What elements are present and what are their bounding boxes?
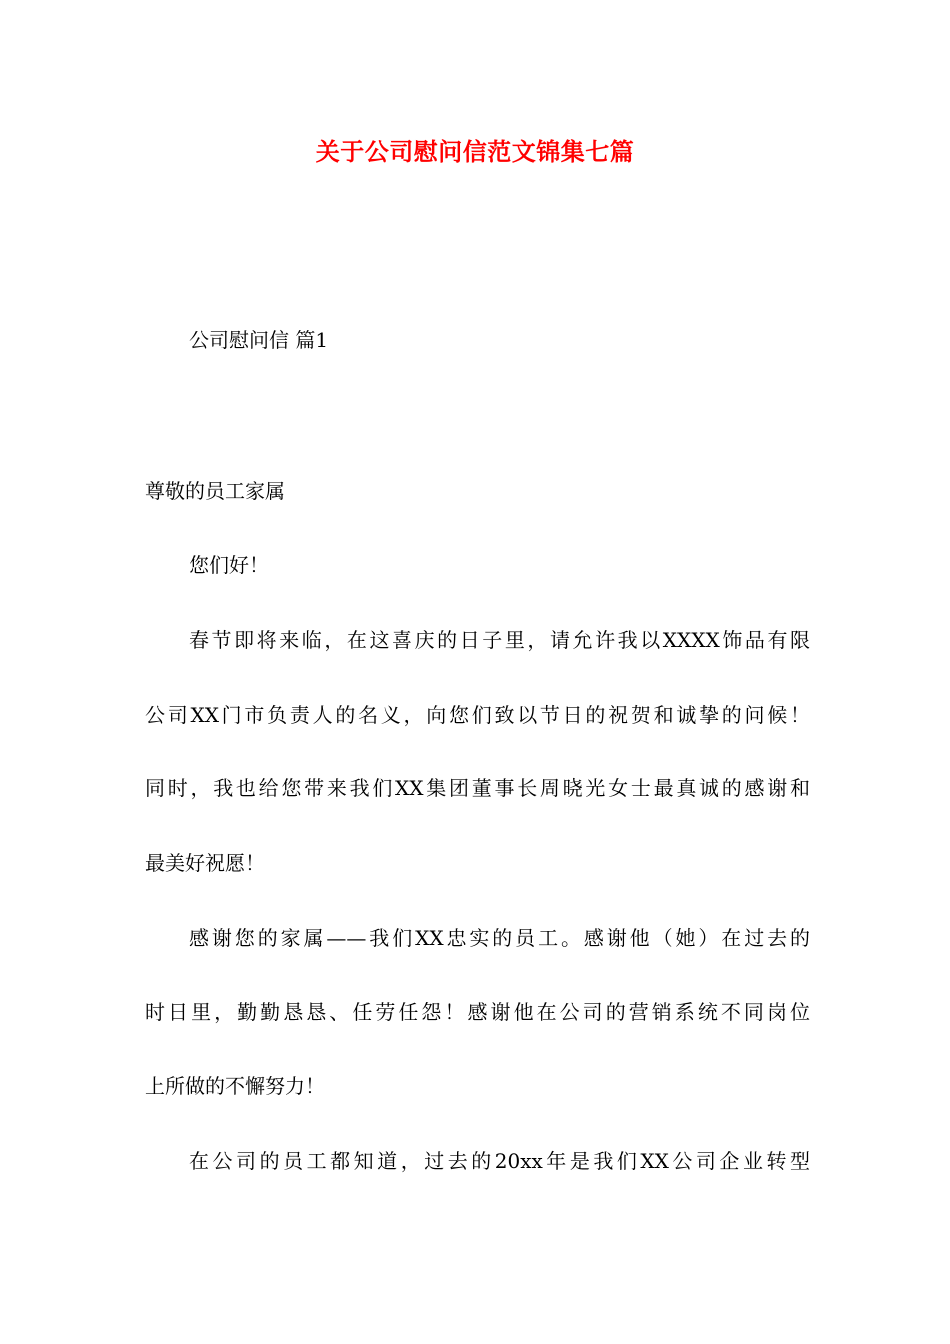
paragraph-line-1: 春节即将来临，在这喜庆的日子里，请允许我以XXXX饰品有限 (189, 628, 810, 652)
paragraph-line-6: 时日里，勤勤恳恳、任劳任怨！感谢他在公司的营销系统不同岗位 (145, 1000, 810, 1024)
greeting: 您们好！ (189, 553, 269, 577)
paragraph-line-7: 上所做的不懈努力！ (145, 1074, 325, 1098)
paragraph-line-2: 公司XX门市负责人的名义，向您们致以节日的祝贺和诚挚的问候！ (145, 703, 810, 727)
section-heading: 公司慰问信 篇1 (189, 328, 329, 352)
paragraph-line-8: 在公司的员工都知道，过去的20xx年是我们XX公司企业转型 (189, 1149, 810, 1173)
salutation: 尊敬的员工家属 (145, 479, 285, 503)
paragraph-line-4: 最美好祝愿！ (145, 851, 265, 875)
paragraph-line-5: 感谢您的家属——我们XX忠实的员工。感谢他（她）在过去的 (189, 926, 810, 950)
paragraph-line-3: 同时，我也给您带来我们XX集团董事长周晓光女士最真诚的感谢和 (145, 776, 810, 800)
document-title: 关于公司慰问信范文锦集七篇 (315, 138, 635, 166)
